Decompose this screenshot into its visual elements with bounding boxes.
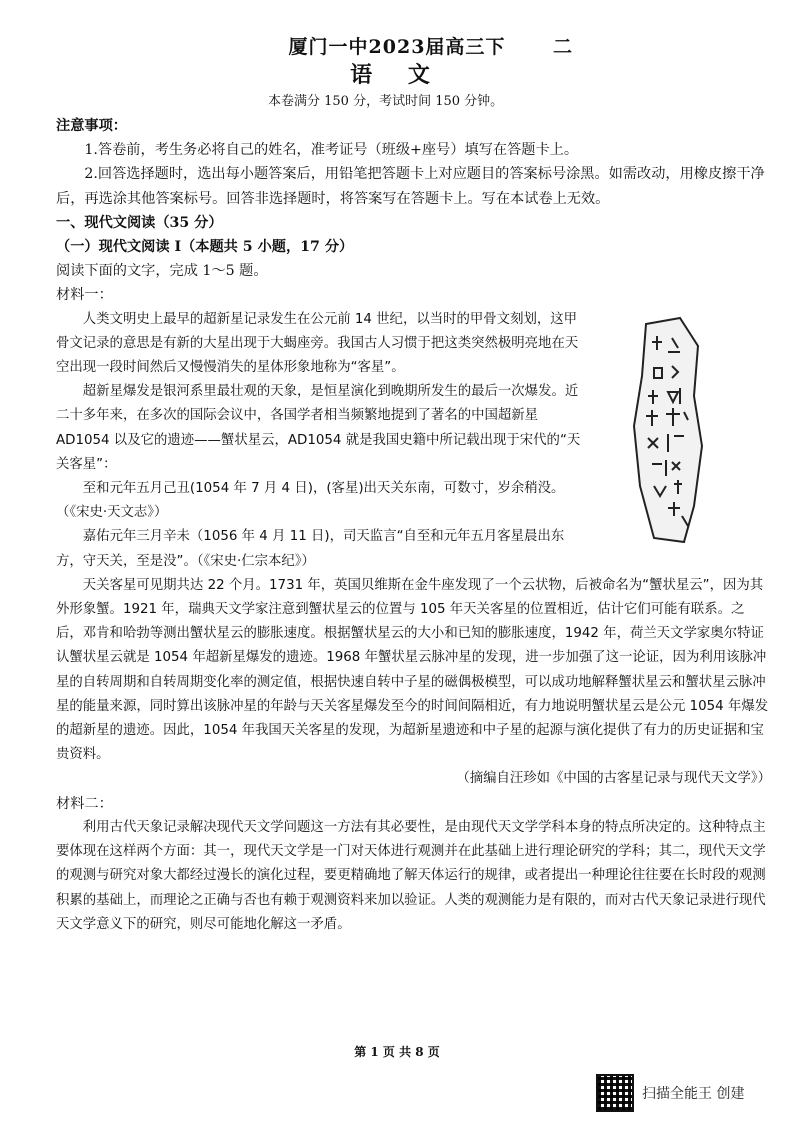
notice-item-2: 2.回答选择题时，选出每小题答案后，用铅笔把答题卡上对应题目的答案标号涂黑。如需改动，用橡皮擦干净后，再选涂其他答案标号。回答非选择题时，将答案写在答题卡上。写在本试卷上无效。 (56, 166, 765, 207)
watermark-text: 扫描全能王 创建 (642, 1086, 745, 1102)
score-line: 本卷满分 150 分，考试时间 150 分钟。 (268, 94, 504, 109)
material1-source: （摘编自汪珍如《中国的古客星记录与现代天文学》） (456, 771, 771, 787)
section-heading: 一、现代文阅读（35 分） (56, 214, 223, 231)
exam-title-extra: 二 (553, 36, 574, 58)
oracle-bone-image (628, 316, 708, 546)
notice-heading: 注意事项： (56, 118, 127, 134)
material1-paragraph-3: 天关客星可见期共达 22 个月。1731 年，英国贝维斯在金牛座发现了一个云状物，后被命名为“蟹状星云”，因为其外形象蟹。1921 年，瑞典天文学家注意到蟹状星云的位置与 105 年天关客星的位置相近，估计它们可能有联系。之后，邓肯和哈勃等测出蟹状星云的膨胀速度。根据蟹状星云的大小和已知的膨胀速度，1942 年，荷兰天文学家奥尔特证认蟹状星云就是 1054 年超新星爆发的遗迹。1968 年蟹状星云脉冲星的发现，进一步加强了这一论证，因为利用该脉冲星的自转周期和自转周期变化率的测定值，根据快速自转中子星的磁偶极模型，可以成功地解释蟹状星云和蟹状星云脉冲星的能量来源，同时算出该脉冲星的年龄与天关客星爆发至今的时间间隔相近，有力地说明蟹状星云是公元 1054 年爆发的超新星的遗迹。因此，1054 年我国天关客星的发现，为超新星遗迹和中子星的起源与演化提供了有力的历史证据和宝贵资料。 (56, 577, 769, 763)
material1-paragraph-1: 人类文明史上最早的超新星记录发生在公元前 14 世纪，以当时的甲骨文刻划，这甲骨文记录的意思是有新的大星出现于大蝎座旁。我国古人习惯于把这类突然极明亮地在天空出现一段时间然后又慢慢消失的星体形象地称为“客星”。 (56, 311, 579, 376)
reading-instruction: 阅读下面的文字，完成 1～5 题。 (56, 263, 268, 280)
exam-title-text: 厦门一中2023届高三下 (288, 36, 506, 58)
exam-title (0, 32, 794, 59)
qr-code-icon (596, 1074, 634, 1112)
notice-item-1: 1.答卷前，考生务必将自己的姓名，准考证号（班级+座号）填写在答题卡上。 (84, 142, 579, 159)
page-number: 第 1 页 共 8 页 (354, 1045, 440, 1059)
material1-quote-2: 嘉佑元年三月辛未（1056 年 4 月 11 日)，司天监言“自至和元年五月客星晨出东方，守天关，至是没”。（《宋史·仁宗本纪》） (56, 529, 565, 569)
material2-paragraph: 利用古代天象记录解决现代天文学问题这一方法有其必要性，是由现代天文学学科本身的特点所决定的。这种特点主要体现在这样两个方面：其一，现代天文学是一门对天体进行观测并在此基础上进行理论研究的学科；其二，现代天文学的观测与研究对象大都经过漫长的演化过程，要更精确地了解天体运行的规律，或者提出一种理论往往要在长时段的观测积累的基础上，而理论之正确与否也有赖于观测资料来加以验证。人类的观测能力是有限的，而对古代天象记录进行现代天文学意义下的研究，则尽可能地化解这一矛盾。 (56, 819, 766, 932)
sub-section-heading: （一）现代文阅读 I（本题共 5 小题，17 分） (56, 239, 354, 256)
material1-label: 材料一： (56, 287, 113, 304)
subject-title: 语 文 (350, 62, 444, 88)
material1-paragraph-2: 超新星爆发是银河系里最壮观的天象，是恒星演化到晚期所发生的最后一次爆发。近二十多年来，在多次的国际会议中，各国学者相当频繁地提到了著名的中国超新星 AD1054 以及它的遗迹——蟹状星云，AD1054 就是我国史籍中所记载出现于宋代的“天关客星”： (56, 384, 581, 472)
material2-label: 材料二： (56, 795, 113, 812)
material1-quote-1: 至和元年五月己丑(1054 年 7 月 4 日)，(客星)出天关东南，可数寸，岁余稍没。（《宋史·天文志》） (56, 481, 565, 521)
scanner-watermark (596, 1074, 744, 1112)
